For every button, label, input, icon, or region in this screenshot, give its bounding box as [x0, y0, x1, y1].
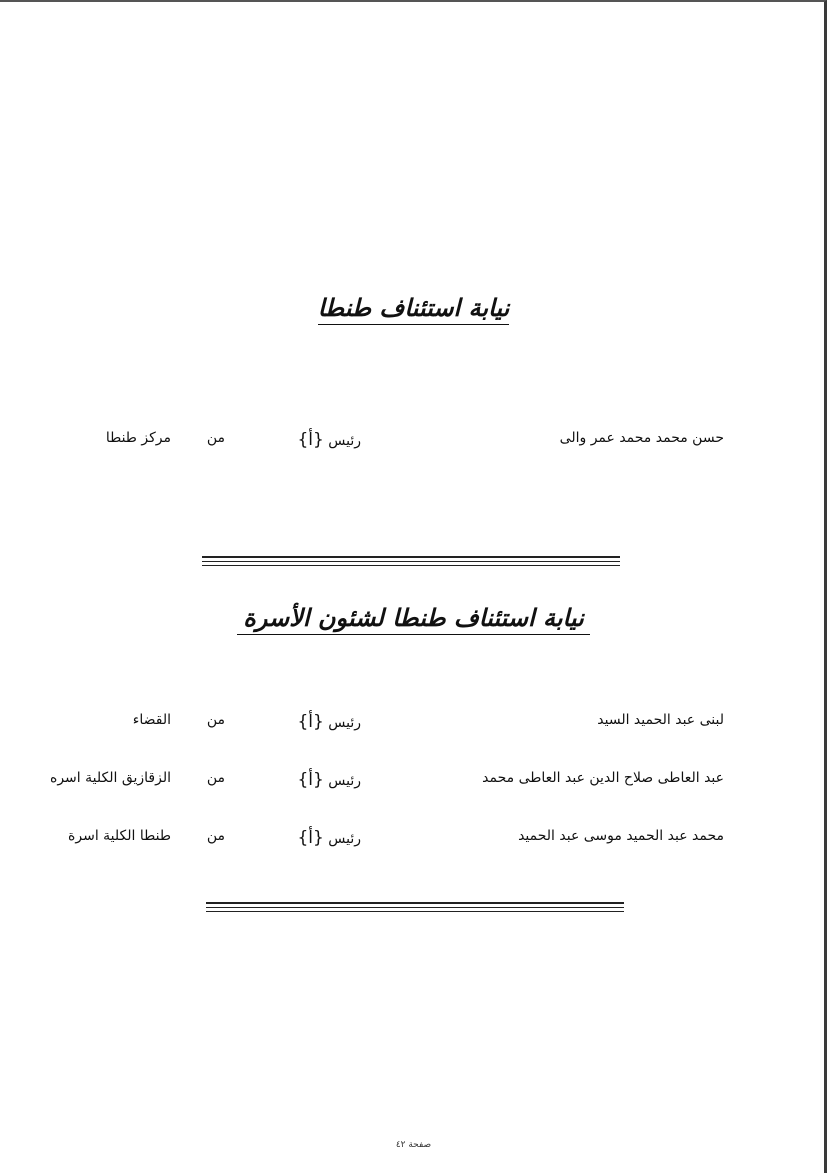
entry-title	[297, 828, 361, 848]
entry-grade: {أ}	[297, 430, 324, 450]
entry-grade: {أ}	[297, 770, 324, 790]
entry-title-text: رئيس	[328, 433, 361, 449]
entry-row	[0, 712, 827, 736]
entry-row	[0, 828, 827, 852]
entry-place: الزقازيق الكلية اسره	[49, 770, 171, 786]
entry-from: من	[206, 712, 225, 728]
section-heading	[0, 606, 827, 635]
section-heading-text: نيابة استئناف طنطا	[318, 296, 510, 325]
entry-row	[0, 430, 827, 454]
entry-title-text: رئيس	[328, 715, 361, 731]
entry-place: القضاء	[132, 712, 171, 728]
entry-name: محمد عبد الحميد موسى عبد الحميد	[518, 828, 724, 844]
entry-place: مركز طنطا	[105, 430, 171, 446]
double-rule-divider	[206, 902, 624, 904]
entry-title	[297, 712, 361, 732]
entry-from: من	[206, 828, 225, 844]
entry-title	[297, 770, 361, 790]
entry-grade: {أ}	[297, 828, 324, 848]
section-heading	[0, 296, 827, 325]
entry-row	[0, 770, 827, 794]
entry-place: طنطا الكلية اسرة	[68, 828, 171, 844]
entry-title	[297, 430, 361, 450]
entry-name: عبد العاطى صلاح الدين عبد العاطى محمد	[482, 770, 724, 786]
entry-from: من	[206, 430, 225, 446]
entry-title-text: رئيس	[328, 831, 361, 847]
entry-name: لبنى عبد الحميد السيد	[597, 712, 724, 728]
entry-name: حسن محمد محمد عمر والى	[559, 430, 724, 446]
entry-from: من	[206, 770, 225, 786]
section-heading-text: نيابة استئناف طنطا لشئون الأسرة	[237, 606, 590, 635]
double-rule-divider	[202, 556, 620, 558]
page-number: صفحة ٤٢	[395, 1140, 432, 1150]
entry-title-text: رئيس	[328, 773, 361, 789]
entry-grade: {أ}	[297, 712, 324, 732]
